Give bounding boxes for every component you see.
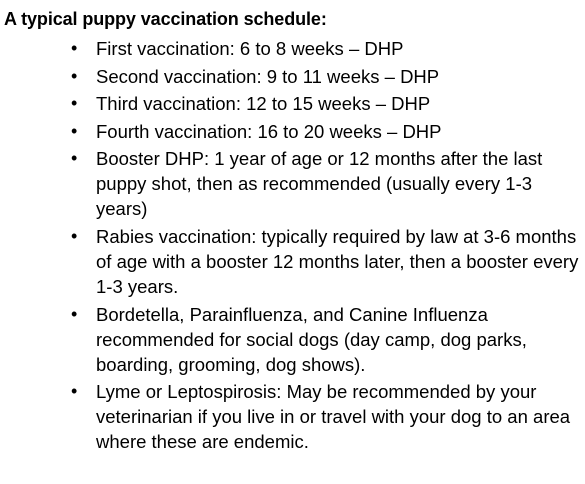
list-item — [68, 64, 580, 89]
bullet-icon: • — [71, 93, 78, 114]
list-item-text: First vaccination: 6 to 8 weeks – DHP — [96, 38, 404, 59]
list-item-text: Bordetella, Parainfluenza, and Canine Influenza recommended for social dogs (day camp, dog parks, boarding, grooming, dog shows). — [96, 303, 527, 375]
bullet-icon: • — [71, 381, 78, 402]
vaccination-list — [68, 36, 580, 457]
list-item — [68, 36, 580, 61]
bullet-icon: • — [71, 148, 78, 169]
bullet-icon: • — [71, 38, 78, 58]
list-item — [68, 224, 580, 299]
list-item — [68, 146, 580, 221]
list-item-text: Fourth vaccination: 16 to 20 weeks – DHP — [96, 120, 442, 142]
list-item-text: Rabies vaccination: typically required by law at 3-6 months of age with a booster 12 months later, then a booster every 1-3 years. — [96, 225, 579, 297]
schedule-heading: A typical puppy vaccination schedule: — [4, 9, 327, 29]
bullet-icon: • — [71, 65, 78, 86]
bullet-icon: • — [71, 303, 78, 324]
list-item-text: Second vaccination: 9 to 11 weeks – DHP — [96, 65, 440, 87]
list-item-text: Booster DHP: 1 year of age or 12 months after the last puppy shot, then as recommended (usually every 1-3 years) — [96, 148, 543, 220]
bullet-icon: • — [71, 225, 78, 246]
list-item — [68, 119, 580, 144]
list-item — [68, 379, 580, 454]
bullet-icon: • — [71, 120, 78, 141]
list-item — [68, 302, 580, 377]
list-item — [68, 91, 580, 116]
list-item-text: Lyme or Leptospirosis: May be recommended by your veterinarian if you live in or travel with your dog to an area where these are endemic. — [96, 381, 571, 453]
list-item-text: Third vaccination: 12 to 15 weeks – DHP — [96, 93, 431, 115]
